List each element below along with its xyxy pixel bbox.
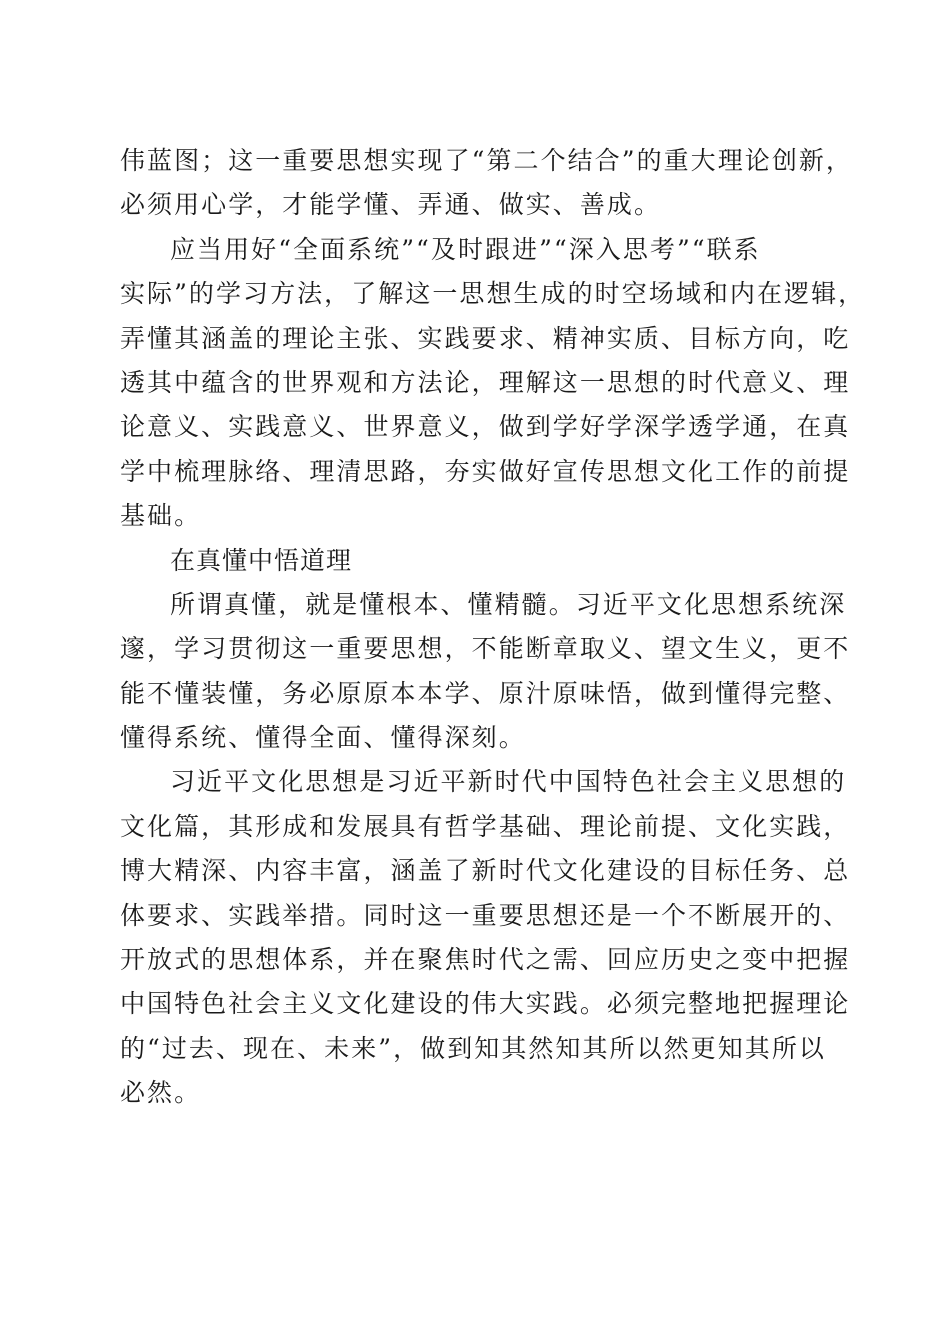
text-line: 必然。 [120,1078,202,1108]
text-line: 论意义、实践意义、世界意义，做到学好学深学透学通，在真 [120,412,851,442]
paragraph [120,139,853,228]
text-line: 开放式的思想体系，并在聚焦时代之需、回应历史之变中把握 [120,945,851,975]
text-line: 能不懂装懂，务必原原本本学、原汁原味悟，做到懂得完整、 [120,678,851,708]
section-heading-text: 在真懂中悟道理 [170,545,353,575]
text-line: 的“过去、现在、未来”，做到知其然知其所以然更知其所以 [120,1033,826,1063]
document-body [120,139,866,1116]
text-line: 体要求、实践举措。同时这一重要思想还是一个不断展开的、 [120,900,851,930]
text-line: 文化篇，其形成和发展具有哲学基础、理论前提、文化实践， [120,811,851,841]
text-line: 习近平文化思想是习近平新时代中国特色社会主义思想的 [170,767,847,797]
text-line: 博大精深、内容丰富，涵盖了新时代文化建设的目标任务、总 [120,856,851,886]
text-line: 伟蓝图；这一重要思想实现了“第二个结合”的重大理论创新， [120,146,853,175]
text-line: 所谓真懂，就是懂根本、懂精髓。习近平文化思想系统深 [170,589,847,619]
text-line: 透其中蕴含的世界观和方法论，理解这一思想的时代意义、理 [120,367,851,397]
text-line: 弄懂其涵盖的理论主张、实践要求、精神实质、目标方向，吃 [120,323,851,353]
text-line: 实际”的学习方法，了解这一思想生成的时空场域和内在逻辑， [120,279,866,309]
paragraph [120,228,866,539]
text-line: 基础。 [120,501,202,531]
paragraph [120,583,851,761]
paragraph [120,760,851,1115]
text-line: 必须用心学，才能学懂、弄通、做实、善成。 [120,190,662,220]
text-line: 应当用好“全面系统”“及时跟进”“深入思考”“联系 [170,234,761,264]
section-heading [120,539,832,583]
text-line: 邃，学习贯彻这一重要思想，不能断章取义、望文生义，更不 [120,634,851,664]
text-line: 懂得系统、懂得全面、懂得深刻。 [120,723,526,753]
text-line: 中国特色社会主义文化建设的伟大实践。必须完整地把握理论 [120,989,851,1019]
text-line: 学中梳理脉络、理清思路，夯实做好宣传思想文化工作的前提 [120,456,851,486]
